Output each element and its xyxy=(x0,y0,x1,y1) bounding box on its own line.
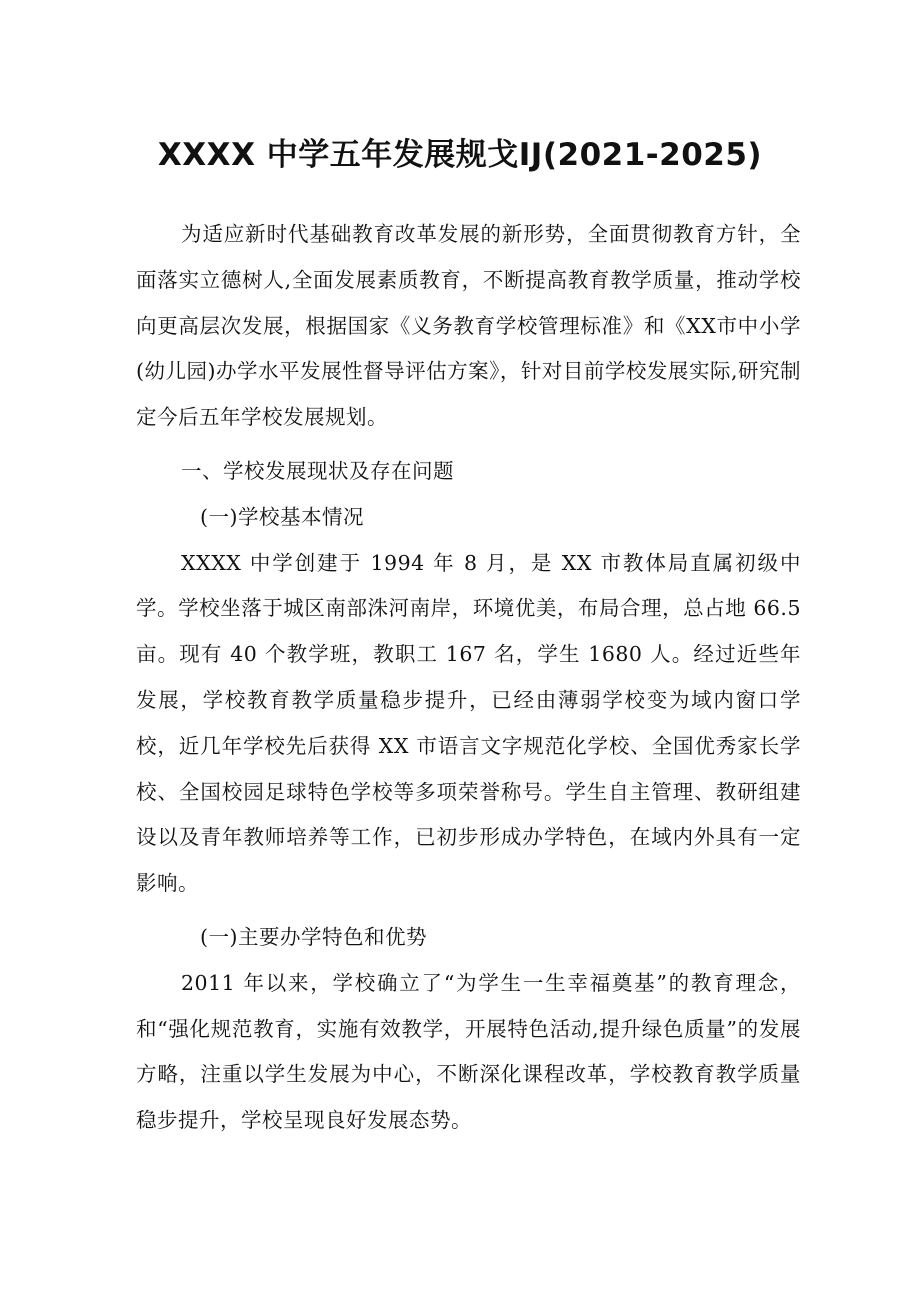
spacer xyxy=(136,441,801,449)
intro-paragraph: 为适应新时代基础教育改革发展的新形势，全面贯彻教育方针，全面落实立德树人,全面发展素质教育，不断提高教育教学质量，推动学校向更高层次发展，根据国家《义务教育学校管理标准》和《XX市中小学(幼儿园)办学水平发展性督导评估方案》，针对目前学校发展实际,研究制定今后五年学校发展规划。 xyxy=(136,222,801,430)
section-heading: 一、学校发展现状及存在问题 xyxy=(181,458,454,483)
features-paragraph: 2011 年以来，学校确立了“为学生一生幸福奠基”的教育理念，和“强化规范教育，实施有效教学，开展特色活动,提升绿色质量”的发展方略，注重以学生发展为中心，不断深化课程改革，学校教育教学质量稳步提升，学校呈现良好发展态势。 xyxy=(136,970,801,1133)
spacer xyxy=(136,907,801,915)
document-title: XXXX 中学五年发展规戈IJ(2021-2025) xyxy=(157,137,763,173)
subsection-heading-features: (一)主要办学特色和优势 xyxy=(200,924,427,949)
subsection-heading-basic-info: (一)学校基本情况 xyxy=(200,504,364,529)
document-body xyxy=(136,212,801,1144)
basic-info-paragraph: XXXX 中学创建于 1994 年 8 月，是 XX 市教体局直属初级中学。学校坐落于城区南部洙河南岸，环境优美，布局合理，总占地 66.5 亩。现有 40 个教学班，教职工 167 名，学生 1680 人。经过近些年发展，学校教育教学质量稳步提升，已经由薄弱学校变为域内窗口学校，近几年学校先后获得 XX 市语言文字规范化学校、全国优秀家长学校、全国校园足球特色学校等多项荣誉称号。学生自主管理、教研组建设以及青年教师培养等工作，已初步形成办学特色，在域内外具有一定影响。 xyxy=(136,550,801,896)
